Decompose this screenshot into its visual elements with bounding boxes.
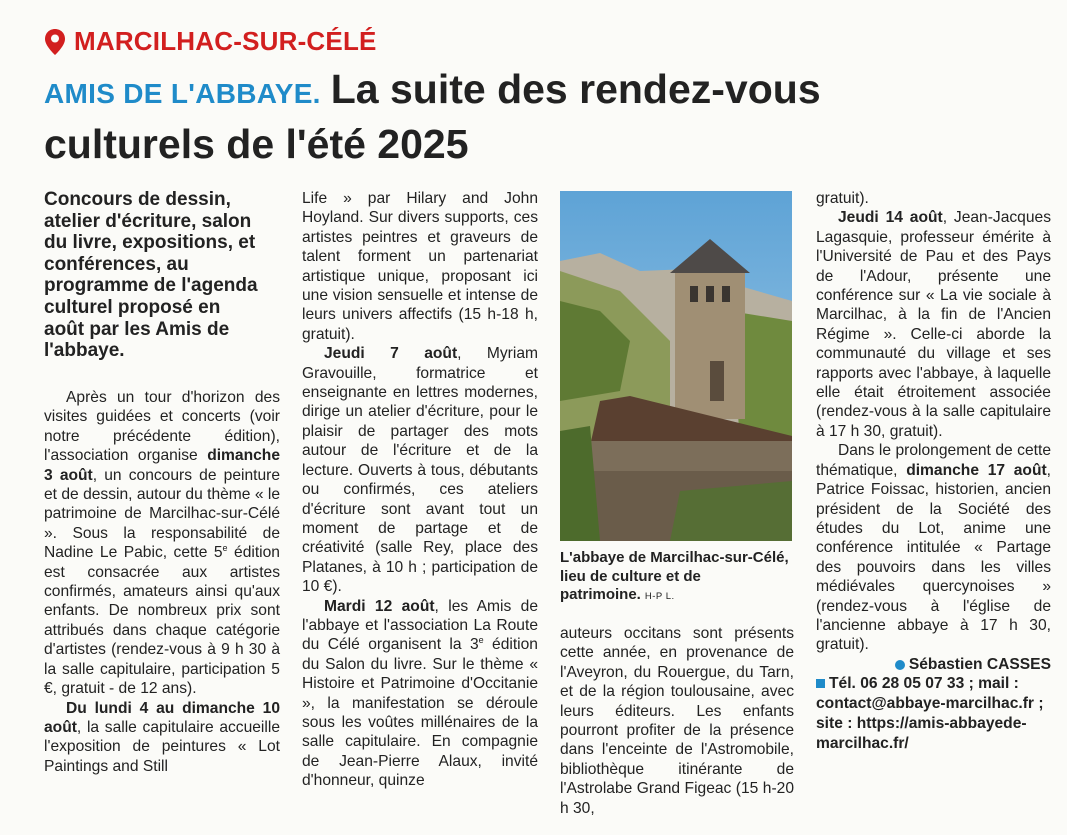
author-name: Sébastien CASSES <box>908 655 1051 673</box>
page-title: La suite des rendez-vous culturels de l'été 2025 <box>44 66 821 167</box>
text-run: , Myriam Gravouille, formatrice et enseignante en lettres modernes, dirige un atelier d'écriture, pour le plaisir de partager des mots autour de l'écriture et de la lecture. Ouverts à tous, débutants ou confirmés, ces ateliers d'écriture sont avant tout un moment de partage et de créativité (salle Rey, place des Platanes, à 10 h ; participation de 10 €). <box>302 345 538 596</box>
date-highlight: Du lundi 4 au dimanche 10 août <box>44 699 280 736</box>
paragraph: gratuit). <box>816 190 869 207</box>
paragraph: Life » par Hilary and John Hoyland. Sur divers supports, ces artistes peintres et graveurs de talent forment un partenariat artistique unique, proposant ici une vision sensuelle et intense de leurs univers affectifs (15 h-18 h, gratuit). <box>302 190 538 343</box>
text-run: , un concours de peinture et de dessin, autour du thème « le patrimoine de Marcilhac-sur-Célé ». Sous la responsabilité de Nadine Le Pabic, cette 5 <box>44 466 281 562</box>
contact-text: Tél. 06 28 05 07 33 ; mail : contact@abbaye-marcilhac.fr ; site : https://amis-abbayede-marcilhac.fr/ <box>816 675 1044 753</box>
location-header <box>44 26 377 57</box>
paragraph: auteurs occitans sont présents cette année, en provenance de l'Aveyron, du Rouergue, du Tarn, et de la région toulousaine, avec leurs éditeurs. Les enfants pourront profiter de la présence dans l'enceinte de l'Astromobile, bibliothèque itinérante de l'Astrolabe Grand Figeac (15 h-20 h 30, <box>560 625 794 817</box>
headline <box>44 64 944 169</box>
text-run: Après un tour d'horizon des visites guidées et concerts (voir notre précédente édition), l'association organise <box>44 389 280 465</box>
paragraph <box>44 699 280 777</box>
superscript: e <box>478 635 484 646</box>
superscript: e <box>222 543 228 554</box>
text-run: , la salle capitulaire accueille l'exposition de peintures « Lot Paintings and Still <box>44 718 280 775</box>
column-3 <box>560 624 794 818</box>
kicker: AMIS DE L'ABBAYE. <box>44 78 321 109</box>
text-run: Dans le prolongement de cette thématique, <box>816 442 1051 479</box>
paragraph <box>302 597 538 791</box>
text-run: , Patrice Foissac, historien, ancien président de la Société des études du Lot, anime une conférence intitulée « Partage des pouvoirs dans les villes médiévales quercynoises » (rendez-vous à l'église de l'ancienne abbaye à 17 h 30, gratuit). <box>816 461 1052 654</box>
date-highlight: Jeudi 7 août <box>324 345 458 363</box>
date-highlight: Jeudi 14 août <box>838 209 943 227</box>
column-1 <box>44 388 280 776</box>
text-run: édition est consacrée aux artistes confirmés, amateurs ainsi qu'aux enfants. De nombreux prix sont attribués dans chaque catégorie d'artistes (rendez-vous à 9 h 30 à la salle capitulaire, participation 5 €, gratuit - de 12 ans). <box>44 544 280 698</box>
paragraph <box>816 208 1051 441</box>
paragraph <box>302 344 538 596</box>
text-run: , les Amis de l'abbaye et l'association La Route du Célé organisent la 3 <box>302 597 538 654</box>
square-bullet-icon <box>816 679 825 688</box>
lead-paragraph: Concours de dessin, atelier d'écriture, salon du livre, expositions, et conférences, au programme de l'agenda culturel proposé en août par les Amis de l'abbaye. <box>44 189 258 362</box>
photo-credit: H-P L. <box>644 591 675 603</box>
abbey-photo <box>560 191 792 541</box>
column-2 <box>302 189 538 791</box>
date-highlight: Mardi 12 août <box>324 597 435 615</box>
paragraph <box>816 441 1051 654</box>
column-4 <box>816 189 1051 754</box>
date-highlight: dimanche 3 août <box>44 447 280 484</box>
text-run: , Jean-Jacques Lagasquie, professeur émérite à l'Université de Pau et des Pays de l'Adour, présente une conférence sur « La vie sociale à Marcilhac, à la fin de l'Ancien Régime ». Celle-ci aborde la communauté du village et ses rapports avec l'abbaye, à laquelle elle était étroitement associée (rendez-vous à la salle capitulaire à 17 h 30, gratuit). <box>816 209 1051 440</box>
contact-info <box>816 674 1051 754</box>
date-highlight: dimanche 17 août <box>906 461 1047 479</box>
text-run: édition du Salon du livre. Sur le thème « Histoire et Patrimoine d'Occitanie », la manifestation se déroule sous les voûtes millénaires de la salle capitulaire. En compagnie de Jean-Pierre Alaux, invité d'honneur, quinze <box>302 636 538 790</box>
photo-caption <box>560 549 794 607</box>
author-byline <box>816 655 1051 674</box>
caption-text: L'abbaye de Marcilhac-sur-Célé, lieu de culture et de patrimoine. <box>560 549 789 604</box>
bullet-dot-icon <box>895 660 905 670</box>
paragraph <box>44 388 280 699</box>
location-label: MARCILHAC-SUR-CÉLÉ <box>74 26 377 56</box>
map-pin-icon <box>44 28 66 56</box>
